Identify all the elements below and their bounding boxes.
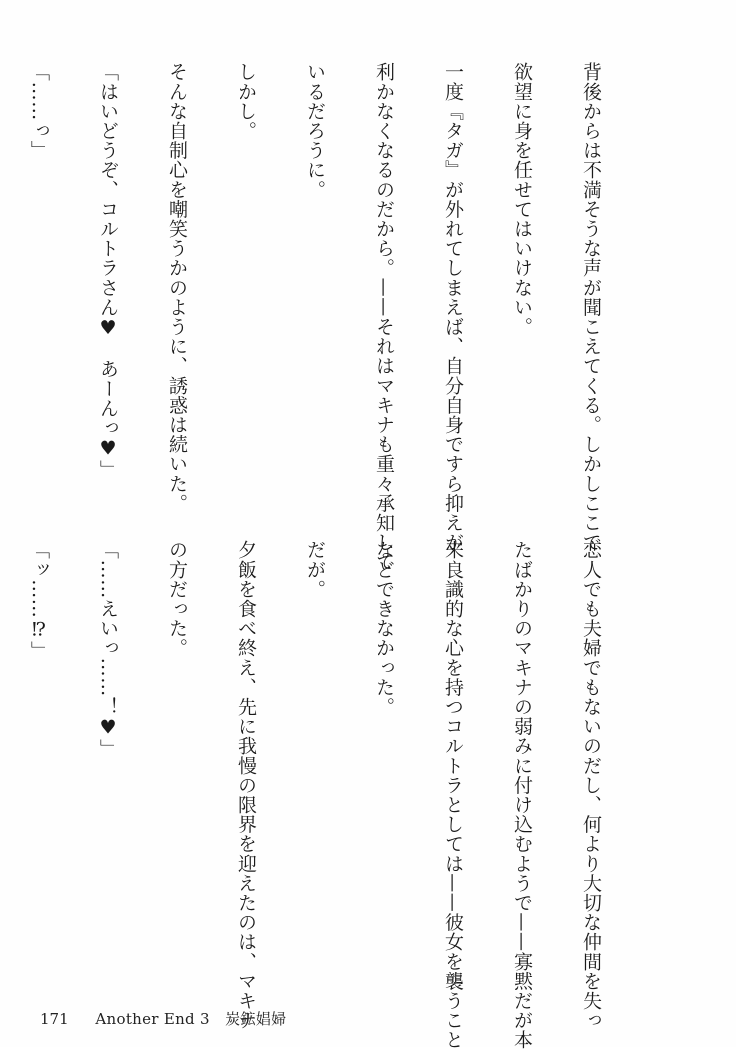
text-line: 背後からは不満そうな声が聞こえてくる。しかしここで: [580, 62, 602, 552]
text-line: 「……っ」: [28, 62, 50, 160]
text-line: の方だった。: [166, 540, 188, 658]
text-line: 欲望に身を任せてはいけない。: [511, 62, 533, 337]
text-line: 利かなくなるのだから。——それはマキナも重々承知して: [373, 62, 395, 572]
text-line: 一度『タガ』が外れてしまえば、自分自身ですら抑えが: [442, 62, 464, 552]
text-line: 「ッ……⁉」: [28, 540, 50, 661]
text-line: いるだろうに。: [304, 62, 326, 200]
running-title: Another End 3 炭鉱娼婦: [95, 1010, 287, 1028]
text-line: 恋人でも夫婦でもないのだし、何より大切な仲間を失っ: [580, 540, 602, 1030]
text-line: 来良識的な心を持つコルトラとしては——彼女を襲うこと: [442, 540, 464, 1050]
text-line: しかし。: [235, 62, 257, 141]
text-line: 夕飯を食べ終え、先に我慢の限界を迎えたのは、マキナ: [235, 540, 257, 1030]
page-number: 171: [40, 1010, 69, 1028]
text-line: だが。: [304, 540, 326, 599]
text-line: 「……えいっ……！♥」: [97, 540, 119, 759]
text-line: 「はいどうぞ、コルトラさん♥ あーんっ♥」: [97, 62, 119, 480]
text-line: たばかりのマキナの弱みに付け込むようで——寡黙だが本: [511, 540, 533, 1050]
text-line: などできなかった。: [373, 540, 395, 717]
page-footer: [40, 1008, 286, 1029]
text-line: そんな自制心を嘲笑うかのように、誘惑は続いた。: [166, 62, 188, 513]
